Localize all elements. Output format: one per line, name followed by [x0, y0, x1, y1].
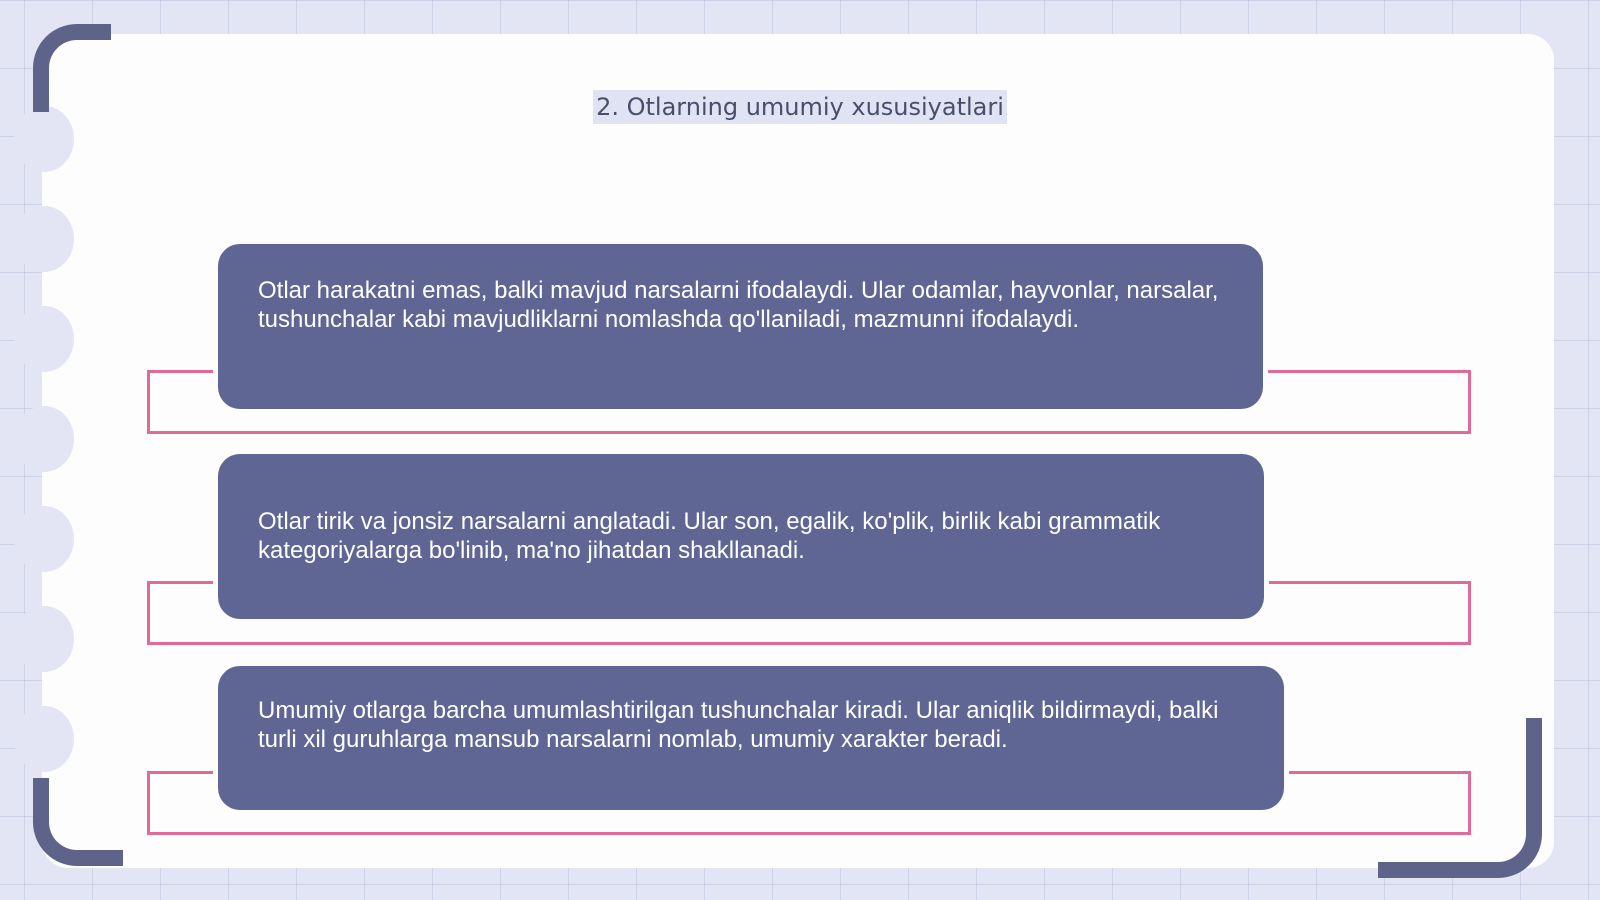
title-container — [0, 90, 1600, 124]
text-card-1[interactable] — [218, 244, 1263, 409]
slide-title[interactable]: 2. Otlarning umumiy xususiyatlari — [593, 90, 1007, 124]
binder-notch — [14, 306, 74, 372]
card-text: Otlar harakatni emas, balki mavjud narsalarni ifodalaydi. Ular odamlar, hayvonlar, narsalar, tushunchalar kabi mavjudliklarni nomlashda qo'llaniladi, mazmunni ifodalaydi. — [258, 276, 1219, 333]
binder-notch — [14, 706, 74, 772]
text-card-3[interactable] — [218, 666, 1284, 810]
binder-notch — [14, 606, 74, 672]
card-text: Otlar tirik va jonsiz narsalarni anglatadi. Ular son, egalik, ko'plik, birlik kabi grammatik kategoriyalarga bo'linib, ma'no jihatdan shakllanadi. — [258, 507, 1161, 564]
binder-notch — [14, 506, 74, 572]
text-card-2[interactable] — [218, 454, 1264, 619]
binder-notch — [14, 206, 74, 272]
binder-notch — [14, 406, 74, 472]
corner-bracket-bottom-left — [33, 778, 123, 866]
card-text: Umumiy otlarga barcha umumlashtirilgan tushunchalar kiradi. Ular aniqlik bildirmaydi, balki turli xil guruhlarga mansub narsalarni nomlab, umumiy xarakter beradi. — [258, 697, 1219, 753]
